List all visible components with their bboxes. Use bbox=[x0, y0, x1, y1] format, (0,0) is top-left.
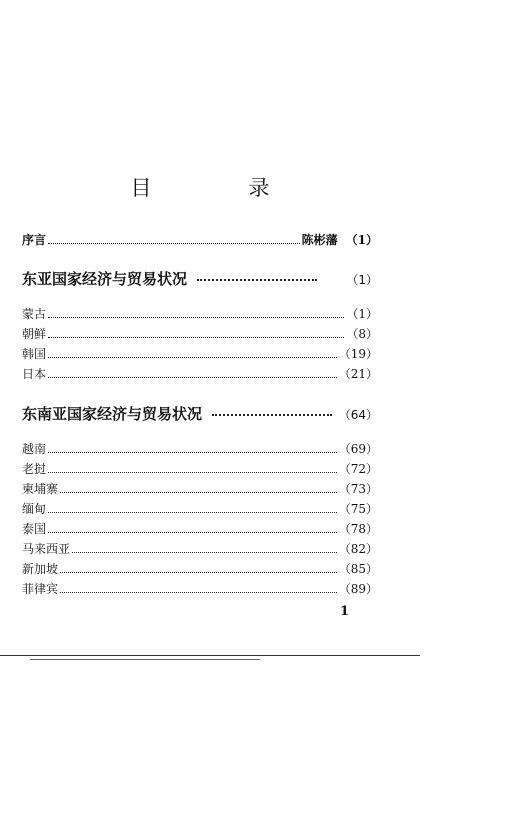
toc-entry bbox=[22, 325, 378, 343]
toc-entry-page: （1） bbox=[346, 307, 378, 321]
leader-dots bbox=[48, 452, 337, 453]
toc-entry-page: （73） bbox=[338, 482, 378, 496]
toc-section-heading bbox=[22, 268, 378, 286]
toc-entry bbox=[22, 520, 378, 538]
bottom-rule bbox=[0, 655, 420, 656]
toc-entry bbox=[22, 540, 378, 558]
leader-dots bbox=[48, 357, 337, 358]
leader-dots bbox=[48, 512, 337, 513]
leader-dots bbox=[212, 414, 332, 416]
leader-dots bbox=[60, 572, 337, 573]
toc-entry-label: 韩国 bbox=[22, 347, 47, 361]
toc-entry-label: 菲律宾 bbox=[22, 582, 59, 596]
leader-dots bbox=[48, 377, 337, 378]
toc-entry bbox=[22, 500, 378, 518]
toc-entry-preface bbox=[22, 231, 378, 249]
toc-entry-label: 蒙古 bbox=[22, 307, 47, 321]
toc-entry bbox=[22, 305, 378, 323]
toc-entry bbox=[22, 480, 378, 498]
toc-entry-label: 泰国 bbox=[22, 522, 47, 536]
toc-entry-label: 日本 bbox=[22, 367, 47, 381]
toc-entry-label: 越南 bbox=[22, 442, 47, 456]
toc-entry bbox=[22, 560, 378, 578]
leader-dots bbox=[197, 279, 317, 281]
toc-entry-label: 新加坡 bbox=[22, 562, 59, 576]
page-number: 1 bbox=[340, 604, 350, 619]
toc-entry-page: （72） bbox=[338, 462, 378, 476]
leader-dots bbox=[48, 532, 337, 533]
toc-section-heading bbox=[22, 403, 378, 421]
toc-entry-page: （89） bbox=[338, 582, 378, 596]
toc-entry-page: （75） bbox=[338, 502, 378, 516]
leader-dots bbox=[72, 552, 337, 553]
leader-dots bbox=[48, 337, 344, 338]
toc-entry-page: （85） bbox=[338, 562, 378, 576]
toc-entry-page: （1） bbox=[345, 233, 378, 247]
toc-entry-page: （69） bbox=[338, 442, 378, 456]
toc-entry bbox=[22, 440, 378, 458]
toc-entry-label: 序言 bbox=[22, 233, 47, 247]
leader-dots bbox=[60, 492, 337, 493]
toc-entry bbox=[22, 345, 378, 363]
toc-entry bbox=[22, 365, 378, 383]
toc-entry bbox=[22, 460, 378, 478]
leader-dots bbox=[48, 243, 300, 244]
toc-entry-page: （82） bbox=[338, 542, 378, 556]
toc-title: 目 录 bbox=[130, 176, 308, 200]
section-heading-label: 东南亚国家经济与贸易状况 bbox=[22, 405, 203, 423]
leader-dots bbox=[48, 317, 344, 318]
toc-entry-page: （21） bbox=[338, 367, 378, 381]
toc-entry-label: 缅甸 bbox=[22, 502, 47, 516]
toc-entry-label: 马来西亚 bbox=[22, 542, 71, 556]
toc-entry-page: （78） bbox=[338, 522, 378, 536]
toc-entry-label: 柬埔寨 bbox=[22, 482, 59, 496]
toc-entry-page: （19） bbox=[338, 347, 378, 361]
toc-entry-label: 朝鲜 bbox=[22, 327, 47, 341]
toc-entry bbox=[22, 580, 378, 598]
toc-entry-label: 老挝 bbox=[22, 462, 47, 476]
toc-entry-page: （8） bbox=[346, 327, 378, 341]
section-heading-label: 东亚国家经济与贸易状况 bbox=[22, 270, 188, 288]
section-heading-page: （64） bbox=[338, 408, 378, 422]
leader-dots bbox=[48, 472, 337, 473]
section-heading-page: （1） bbox=[346, 273, 378, 287]
leader-dots bbox=[60, 592, 337, 593]
toc-entry-author: 陈彬藩 bbox=[301, 233, 338, 247]
bottom-rule-secondary bbox=[30, 659, 260, 660]
